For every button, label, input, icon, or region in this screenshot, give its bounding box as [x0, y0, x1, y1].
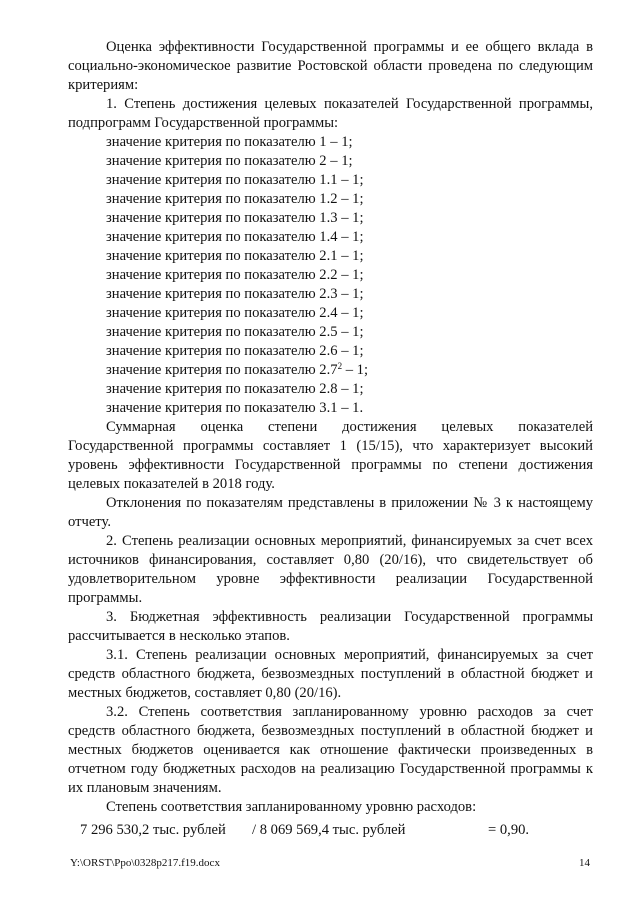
criterion-item: значение критерия по показателю $2.7^2 - 1$;	[106, 361, 369, 378]
criterion-3-paragraph: 3. Бюджетная эффективность реализации Государственной программы рассчитывается в несколько этапов.	[68, 609, 593, 644]
summary-paragraph: Суммарная оценка степени достижения целевых показателей Государственной программы составляет 1 (15/15), что характеризует высокий уровень эффективности Государственной программы по степени достижения целевых показателей в 2018 году.	[68, 419, 593, 492]
criteria-list	[68, 133, 593, 418]
footnote-marker: 2	[337, 361, 343, 371]
criterion-3-2-paragraph: 3.2. Степень соответствия запланированному уровню расходов за счет средств областного бюджета, безвозмездных поступлений в областной бюджет и местных бюджетов оценивается как отношение фактически произведенных в отчетном году бюджетных расходов на реализацию Государственной программы к их плановым значениям.	[68, 704, 593, 796]
criterion-item: значение критерия по показателю 2.8 – 1;	[106, 381, 364, 397]
criterion-item: значение критерия по показателю 2.4 – 1;	[106, 305, 364, 321]
calc-result: = 0,90.	[488, 822, 530, 838]
criterion-item: значение критерия по показателю 2.1 – 1;	[106, 248, 364, 264]
intro-paragraph: Оценка эффективности Государственной программы и ее общего вклада в социально-экономическое развитие Ростовской области проведена по следующим критериям:	[68, 39, 593, 93]
criterion-item: значение критерия по показателю 1.3 – 1;	[106, 210, 364, 226]
file-path: Y:\ORST\Ppo\0328p217.f19.docx	[70, 857, 220, 869]
criterion-1-heading: 1. Степень достижения целевых показателей Государственной программы, подпрограмм Государственной программы:	[68, 96, 593, 131]
spending-label: Степень соответствия запланированному уровню расходов:	[106, 799, 477, 815]
criterion-item: значение критерия по показателю 2.5 – 1;	[106, 324, 364, 340]
calc-actual: 7 296 530,2 тыс. рублей	[80, 822, 226, 838]
spending-calculation	[68, 821, 593, 840]
criterion-item: значение критерия по показателю 1 – 1;	[106, 134, 353, 150]
criterion-item: значение критерия по показателю 2.3 – 1;	[106, 286, 364, 302]
page-number: 14	[579, 857, 590, 869]
criterion-item: значение критерия по показателю 2 – 1;	[106, 153, 353, 169]
document-body	[68, 38, 593, 840]
criterion-3-1-paragraph: 3.1. Степень реализации основных мероприятий, финансируемых за счет средств областного бюджета, безвозмездных поступлений в областной бюджет и местных бюджетов, составляет 0,80 (20/16).	[68, 647, 593, 701]
criterion-2-paragraph: 2. Степень реализации основных мероприятий, финансируемых за счет всех источников финансирования, составляет 0,80 (20/16), что свидетельствует об удовлетворительном уровне эффективности реализации Государственной программы.	[68, 533, 593, 606]
deviations-paragraph: Отклонения по показателям представлены в приложении № 3 к настоящему отчету.	[68, 495, 593, 530]
criterion-item: значение критерия по показателю 2.6 – 1;	[106, 343, 364, 359]
criterion-item: значение критерия по показателю 1.1 – 1;	[106, 172, 364, 188]
criterion-item: значение критерия по показателю 2.2 – 1;	[106, 267, 364, 283]
criterion-item: значение критерия по показателю 1.4 – 1;	[106, 229, 364, 245]
criterion-item: значение критерия по показателю 3.1 – 1.	[106, 400, 364, 416]
calc-planned: / 8 069 569,4 тыс. рублей	[252, 822, 406, 838]
criterion-item: значение критерия по показателю 1.2 – 1;	[106, 191, 364, 207]
